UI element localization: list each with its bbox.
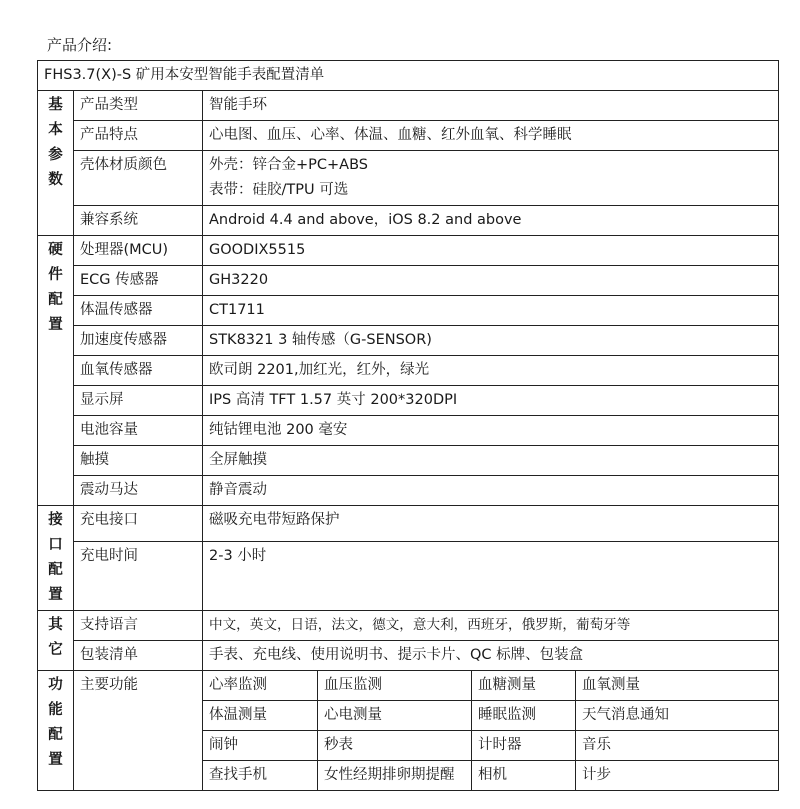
function-cell: 睡眠监测 <box>472 701 576 731</box>
row-value: 智能手环 <box>203 91 779 121</box>
row-label: 主要功能 <box>74 671 203 791</box>
function-cell: 计步 <box>576 761 779 791</box>
group-char: 基 <box>48 97 63 113</box>
table-row <box>38 326 779 356</box>
row-label: 产品类型 <box>74 91 203 121</box>
row-value: GH3220 <box>203 266 779 296</box>
row-label: 电池容量 <box>74 416 203 446</box>
table-row <box>38 416 779 446</box>
row-value: 中文，英文，日语，法文，德文，意大利，西班牙，俄罗斯，葡萄牙等 <box>203 611 779 641</box>
group-char: 接 <box>48 512 63 528</box>
table-row <box>38 611 779 641</box>
row-label: 血氧传感器 <box>74 356 203 386</box>
row-label: 处理器(MCU) <box>74 236 203 266</box>
group-char: 本 <box>48 122 63 138</box>
group-char: 配 <box>48 292 63 308</box>
row-value: 欧司朗 2201,加红光，红外，绿光 <box>203 356 779 386</box>
row-label: 兼容系统 <box>74 206 203 236</box>
group-char: 其 <box>48 617 63 633</box>
row-value: 手表、充电线、使用说明书、提示卡片、QC 标牌、包装盒 <box>203 641 779 671</box>
function-cell: 闹钟 <box>203 731 318 761</box>
table-row <box>38 671 779 701</box>
row-value: STK8321 3 轴传感（G-SENSOR) <box>203 326 779 356</box>
function-cell: 查找手机 <box>203 761 318 791</box>
row-label: 充电时间 <box>74 542 203 611</box>
row-value: 全屏触摸 <box>203 446 779 476</box>
row-value: 磁吸充电带短路保护 <box>203 506 779 542</box>
table-row <box>38 121 779 151</box>
group-char: 配 <box>48 727 63 743</box>
function-cell: 女性经期排卵期提醒 <box>318 761 472 791</box>
function-cell: 天气消息通知 <box>576 701 779 731</box>
function-cell: 音乐 <box>576 731 779 761</box>
group-char: 置 <box>48 752 63 768</box>
group-char: 参 <box>48 147 63 163</box>
row-value: 2-3 小时 <box>203 542 779 611</box>
title-row <box>38 61 779 91</box>
table-row <box>38 386 779 416</box>
group-char: 配 <box>48 562 63 578</box>
group-hardware <box>38 236 74 506</box>
function-cell: 计时器 <box>472 731 576 761</box>
group-char: 硬 <box>48 242 63 258</box>
value-line: 外壳：锌合金+PC+ABS <box>209 157 368 173</box>
table-row <box>38 476 779 506</box>
row-label: 包装清单 <box>74 641 203 671</box>
row-label: 触摸 <box>74 446 203 476</box>
row-value: 静音震动 <box>203 476 779 506</box>
table-row <box>38 506 779 542</box>
function-cell: 相机 <box>472 761 576 791</box>
group-char: 件 <box>48 267 63 283</box>
function-cell: 体温测量 <box>203 701 318 731</box>
group-other <box>38 611 74 671</box>
row-label: 加速度传感器 <box>74 326 203 356</box>
row-value: 纯钴锂电池 200 毫安 <box>203 416 779 446</box>
table-row <box>38 236 779 266</box>
row-value: GOODIX5515 <box>203 236 779 266</box>
group-char: 功 <box>48 677 63 693</box>
group-basic <box>38 91 74 236</box>
spec-table <box>37 60 779 791</box>
row-label: 壳体材质颜色 <box>74 151 203 206</box>
table-row <box>38 296 779 326</box>
function-cell: 血糖测量 <box>472 671 576 701</box>
table-row <box>38 91 779 121</box>
group-functions <box>38 671 74 791</box>
intro-label: 产品介绍: <box>47 36 113 54</box>
row-value: Android 4.4 and above，iOS 8.2 and above <box>203 206 779 236</box>
function-cell: 秒表 <box>318 731 472 761</box>
row-value: IPS 高清 TFT 1.57 英寸 200*320DPI <box>203 386 779 416</box>
row-label: 产品特点 <box>74 121 203 151</box>
table-title: FHS3.7(X)-S 矿用本安型智能手表配置清单 <box>38 61 779 91</box>
table-row <box>38 266 779 296</box>
table-row <box>38 151 779 206</box>
table-row <box>38 641 779 671</box>
row-label: 震动马达 <box>74 476 203 506</box>
group-char: 置 <box>48 317 63 333</box>
row-label: 充电接口 <box>74 506 203 542</box>
function-cell: 血压监测 <box>318 671 472 701</box>
table-row <box>38 356 779 386</box>
table-row <box>38 542 779 611</box>
group-char: 它 <box>48 642 63 658</box>
row-value: CT1711 <box>203 296 779 326</box>
table-row <box>38 446 779 476</box>
function-cell: 心电测量 <box>318 701 472 731</box>
row-label: ECG 传感器 <box>74 266 203 296</box>
group-char: 置 <box>48 587 63 603</box>
group-interface <box>38 506 74 611</box>
row-value <box>203 151 779 206</box>
group-char: 数 <box>48 172 63 188</box>
row-label: 显示屏 <box>74 386 203 416</box>
row-value: 心电图、血压、心率、体温、血糖、红外血氧、科学睡眠 <box>203 121 779 151</box>
value-line: 表带：硅胶/TPU 可选 <box>209 182 349 198</box>
group-char: 能 <box>48 702 63 718</box>
function-cell: 心率监测 <box>203 671 318 701</box>
function-cell: 血氧测量 <box>576 671 779 701</box>
group-char: 口 <box>48 537 63 553</box>
row-label: 支持语言 <box>74 611 203 641</box>
table-row <box>38 206 779 236</box>
row-label: 体温传感器 <box>74 296 203 326</box>
